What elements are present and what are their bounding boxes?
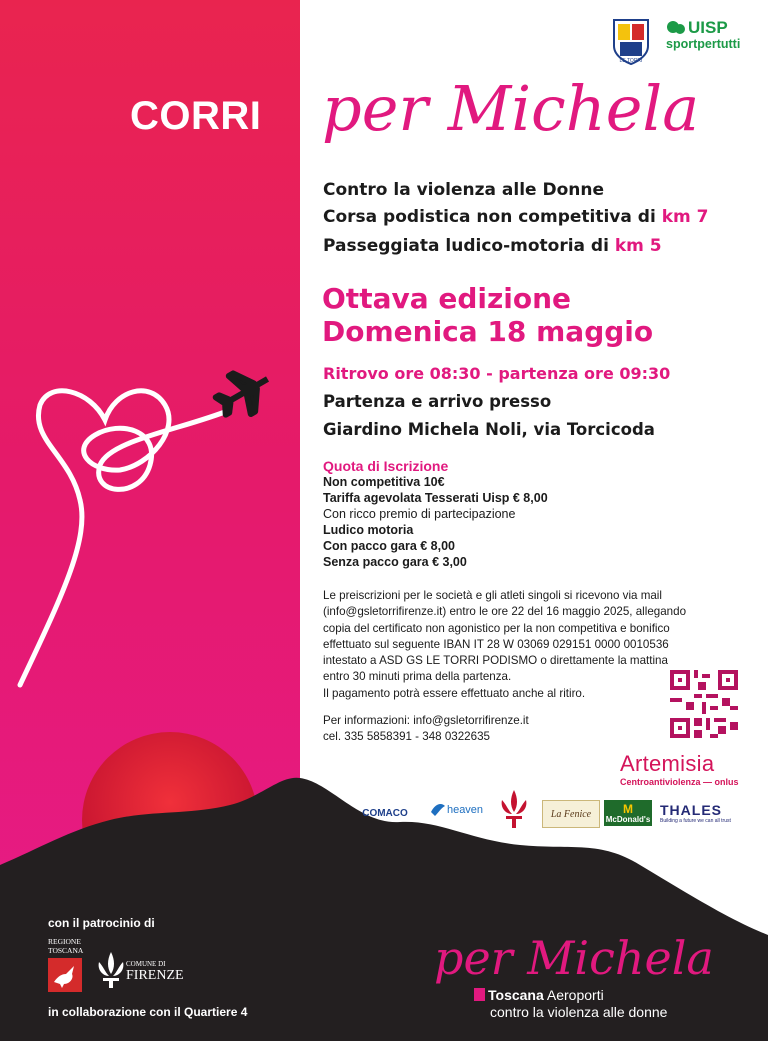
- fees-title: Quota di Iscrizione: [323, 458, 449, 474]
- sponsor-mcdonalds: M McDonald's: [604, 800, 652, 826]
- uisp-tagline: sportpertutti: [666, 37, 741, 51]
- sponsor-la-fenice: La Fenice: [542, 800, 600, 828]
- info-line: Le preiscrizioni per le società e gli atleti singoli si ricevono via mail: [323, 589, 662, 602]
- toscana-aeroporti-logo: Toscana Aeroporti: [474, 987, 604, 1003]
- subtitle-line-3: Passeggiata ludico-motoria di km 5: [323, 236, 662, 256]
- contact-email[interactable]: Per informazioni: info@gsletorrifirenze.it: [323, 714, 529, 727]
- artemisia-name: Artemisia: [620, 751, 715, 776]
- sponsor-heaven: heaven: [426, 792, 486, 828]
- toscana-aeroporti-mark-icon: [474, 988, 485, 1001]
- edition-block: [322, 282, 653, 348]
- info-line: entro 30 minuti prima della partenza.: [323, 670, 512, 684]
- fee-line: Senza pacco gara € 3,00: [323, 555, 467, 569]
- collaboration-label: in collaborazione con il Quartiere 4: [48, 1005, 248, 1019]
- artemisia-logo: [620, 751, 739, 787]
- contacts: [323, 713, 529, 746]
- fee-line: Non competitiva 10€: [323, 475, 445, 489]
- qr-code-icon[interactable]: [670, 670, 738, 738]
- comune-di-firenze-logo: COMUNE DI FIRENZE: [126, 960, 184, 983]
- event-date: Domenica 18 maggio: [322, 315, 654, 348]
- artemisia-tagline: Centroantiviolenza — onlus: [620, 777, 739, 787]
- edition-title: Ottava edizione: [322, 282, 572, 315]
- start-finish-line-2: Giardino Michela Noli, via Torcicoda: [323, 420, 655, 439]
- start-finish-line-1: Partenza e arrivo presso: [323, 392, 552, 411]
- info-line: (info@gsletorrifirenze.it) entro le ore 22 del 16 maggio 2025, allegando: [323, 605, 687, 619]
- footer-per-michela-script: [430, 922, 730, 992]
- uisp-logo: [666, 18, 740, 51]
- per-michela-script-title: [314, 60, 744, 170]
- golden-arches-icon: M: [623, 801, 633, 816]
- info-line: Il pagamento potrà essere effettuato anche al ritiro.: [323, 686, 586, 700]
- loop-trail: [20, 391, 230, 685]
- subtitle-line-1: Contro la violenza alle Donne: [323, 180, 605, 200]
- info-line: effettuato sul seguente IBAN IT 28 W 03069 029151 0000 0010536: [323, 637, 669, 651]
- fee-line: Ludico motoria: [323, 523, 414, 537]
- bird-icon: [429, 800, 447, 820]
- fee-line: Con pacco gara € 8,00: [323, 539, 456, 553]
- sponsor-thales: THALES Building a future we can all trust: [660, 802, 731, 824]
- uisp-name: UISP: [688, 18, 728, 37]
- meeting-time: Ritrovo ore 08:30 - partenza ore 09:30: [323, 364, 671, 383]
- info-line: intestato a ASD GS LE TORRI PODISMO o direttamente la mattina: [323, 654, 668, 668]
- sponsor-comaco: COMACO: [362, 807, 408, 819]
- title-corri: CORRI: [130, 94, 262, 138]
- florentine-lily-logo: [496, 784, 532, 836]
- svg-text:per Michela: per Michela: [434, 931, 714, 985]
- firenze-lily-icon: [96, 950, 126, 990]
- footer-slogan: contro la violenza alle donne: [490, 1004, 668, 1020]
- fee-line: Tariffa agevolata Tesserati Uisp € 8,00: [323, 491, 548, 505]
- pegasus-flag-icon: [48, 958, 82, 992]
- patronage-label: con il patrocinio di: [48, 916, 155, 930]
- uisp-runner-icon: [666, 19, 686, 37]
- heart-plane-illustration: [0, 360, 300, 700]
- regione-toscana-logo: REGIONE TOSCANA: [48, 937, 84, 955]
- svg-text:LE TORRI: LE TORRI: [619, 58, 643, 64]
- le-torri-shield-logo: [612, 18, 650, 66]
- contact-phone: cel. 335 5858391 - 348 0322635: [323, 730, 490, 744]
- registration-fees: [323, 458, 548, 570]
- subtitle-line-2: Corsa podistica non competitiva di km 7: [323, 207, 709, 227]
- fee-line: Con ricco premio di partecipazione: [323, 507, 516, 521]
- info-line: copia del certificato non agonistico per la non competitiva e bonifico: [323, 621, 670, 635]
- svg-text:per Michela: per Michela: [322, 72, 700, 145]
